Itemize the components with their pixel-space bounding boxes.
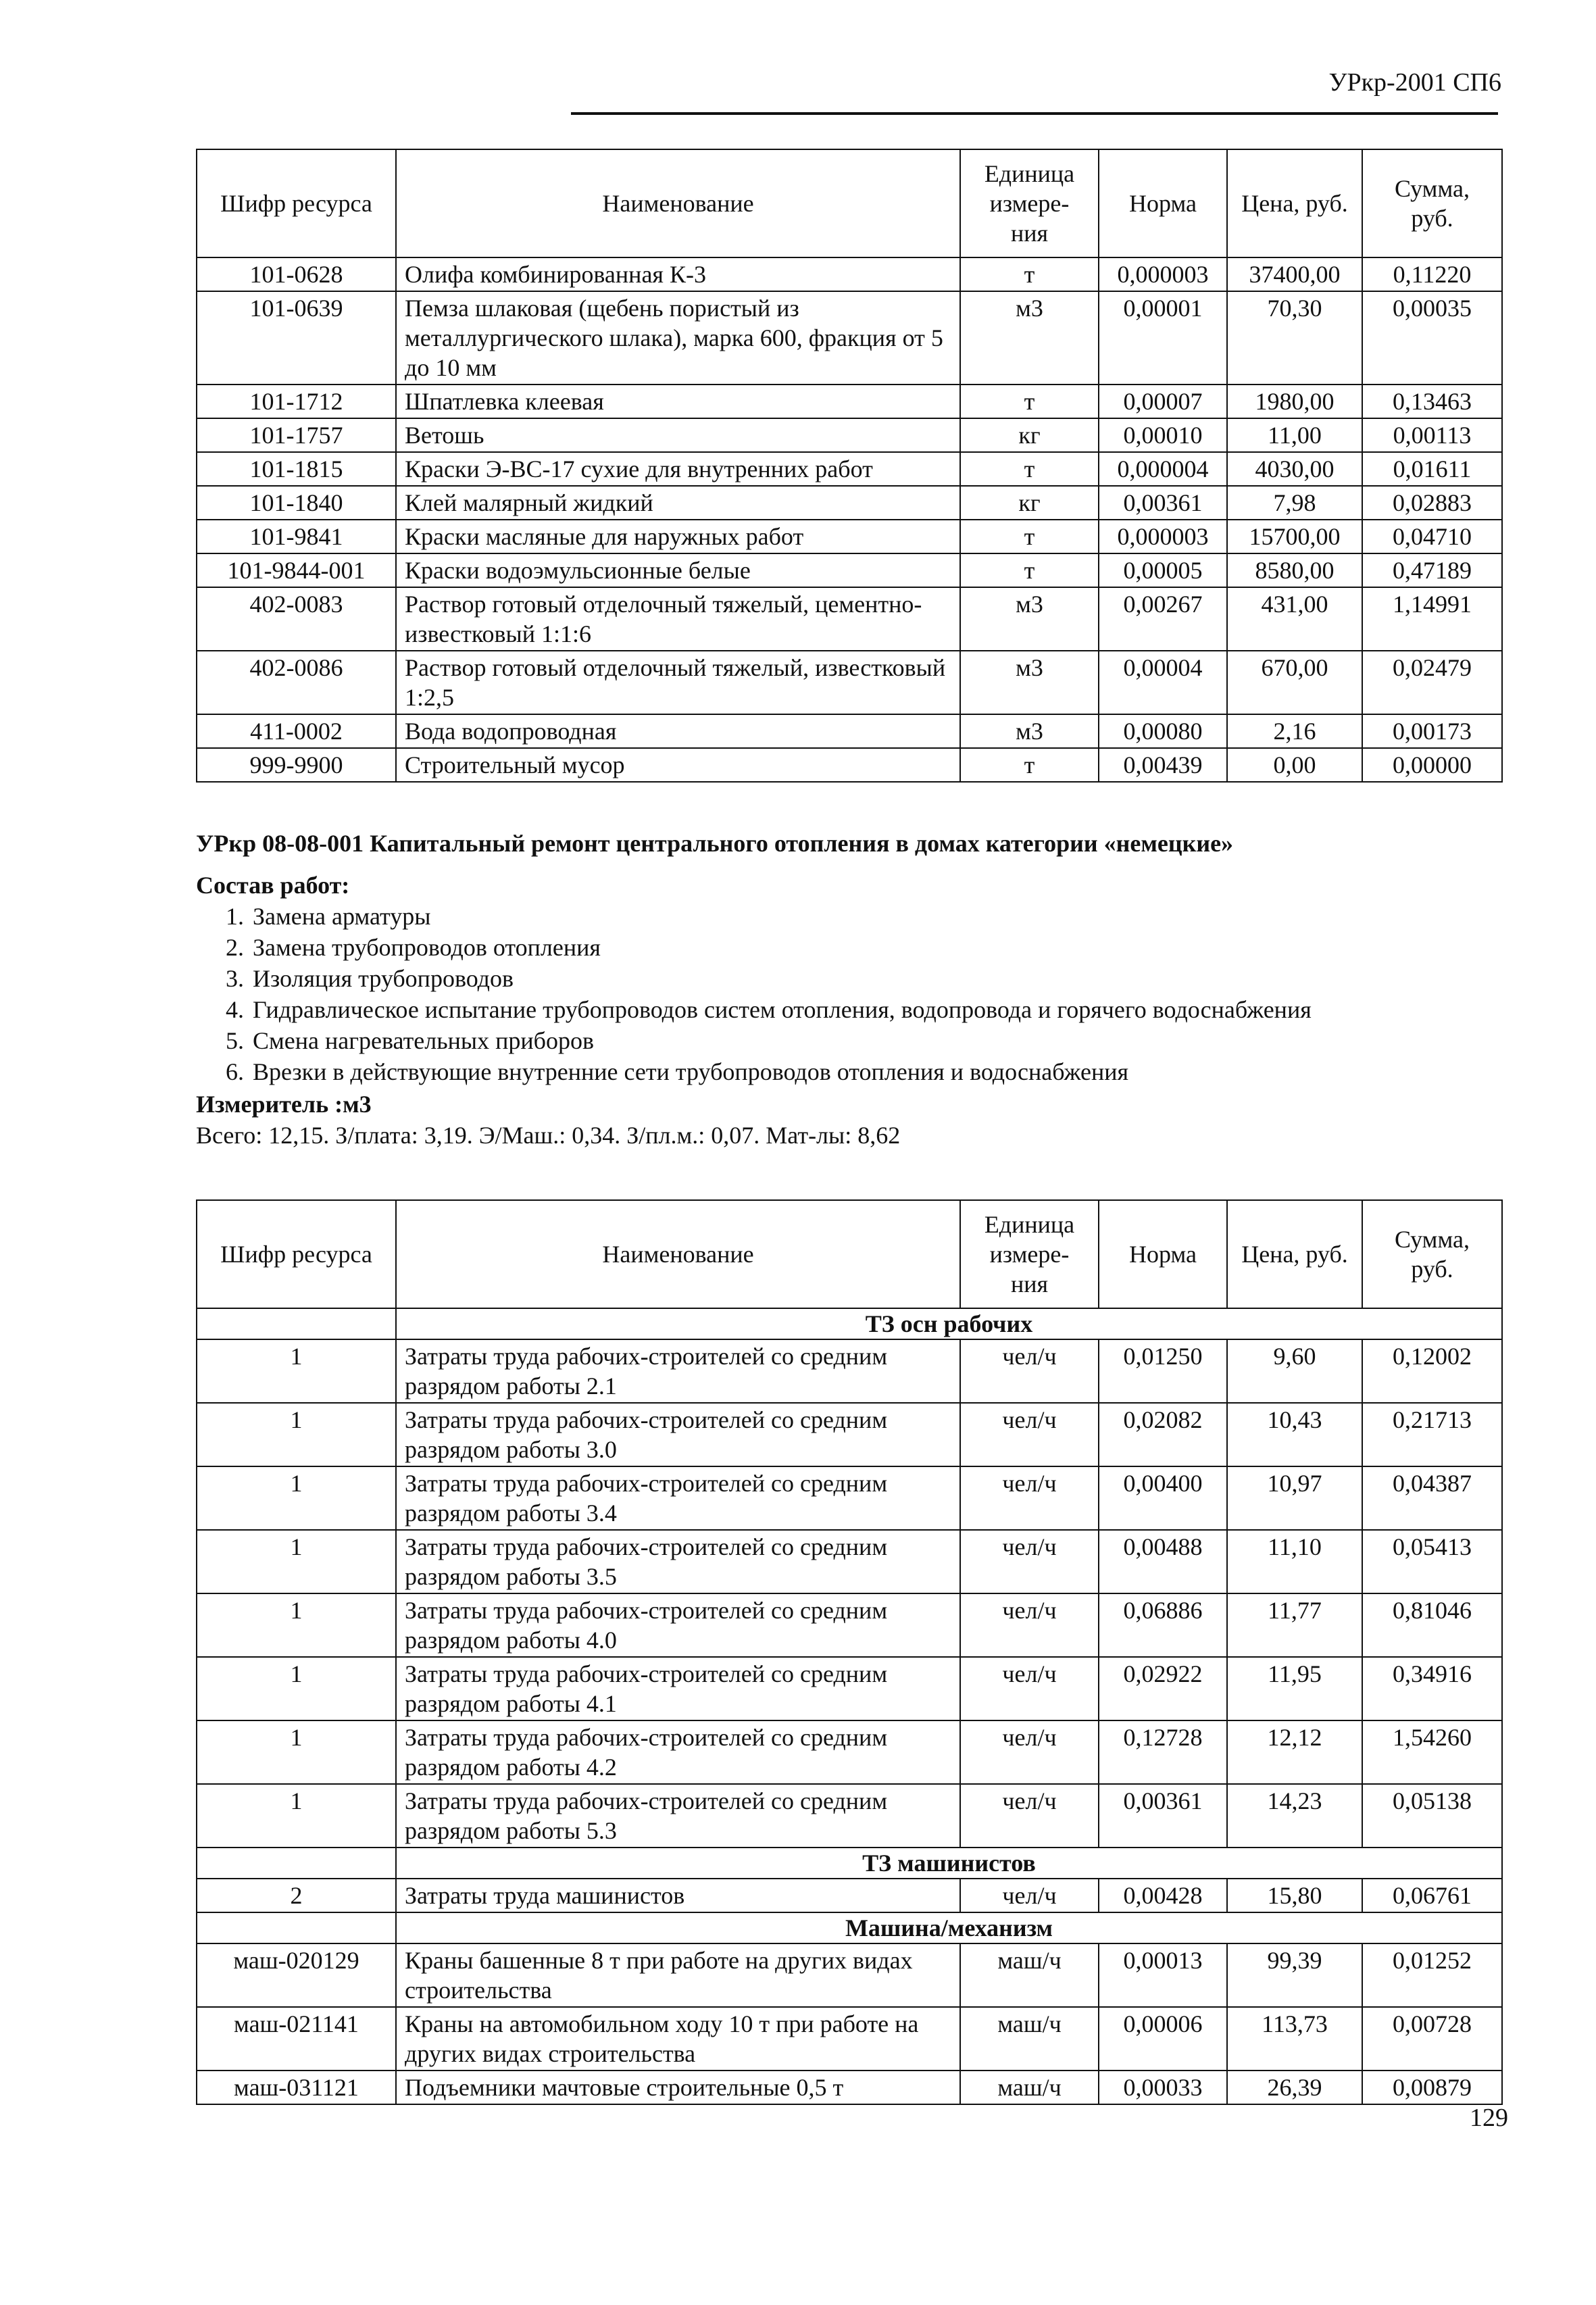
labor-machines-table	[196, 1199, 1503, 2105]
cell-unit: чел/ч	[960, 1403, 1099, 1466]
cell-price: 14,23	[1227, 1784, 1362, 1848]
cell-sum: 0,02883	[1362, 486, 1502, 520]
table-header-row	[197, 1200, 1502, 1308]
cell-norm: 0,00010	[1099, 418, 1227, 452]
cell-unit: т	[960, 257, 1099, 291]
col-header-name: Наименование	[396, 1200, 960, 1308]
cell-norm: 0,00033	[1099, 2071, 1227, 2104]
cell-code: 1	[197, 1530, 396, 1593]
cell-price: 15,80	[1227, 1879, 1362, 1912]
group-header-blank	[197, 1308, 396, 1339]
cell-name: Затраты труда рабочих-строителей со средним разрядом работы 5.3	[396, 1784, 960, 1848]
cell-code: 1	[197, 1339, 396, 1403]
table-row	[197, 486, 1502, 520]
cell-code: 1	[197, 1720, 396, 1784]
work-section	[196, 828, 1514, 1151]
cell-norm: 0,000004	[1099, 452, 1227, 486]
cell-name: Шпатлевка клеевая	[396, 385, 960, 418]
cell-name: Затраты труда рабочих-строителей со средним разрядом работы 2.1	[396, 1339, 960, 1403]
cell-sum: 0,05138	[1362, 1784, 1502, 1848]
cell-sum: 1,54260	[1362, 1720, 1502, 1784]
cell-code: 1	[197, 1593, 396, 1657]
cell-norm: 0,06886	[1099, 1593, 1227, 1657]
table-row	[197, 553, 1502, 587]
cell-name: Вода водопроводная	[396, 714, 960, 748]
table-row	[197, 1530, 1502, 1593]
col-header-sum: Сумма, руб.	[1362, 1200, 1502, 1308]
cell-code: 999-9900	[197, 748, 396, 782]
table-row	[197, 1466, 1502, 1530]
page-number: 129	[1470, 2104, 1508, 2132]
cell-sum: 0,47189	[1362, 553, 1502, 587]
cell-name: Олифа комбинированная К-3	[396, 257, 960, 291]
cell-norm: 0,00400	[1099, 1466, 1227, 1530]
cell-sum: 0,02479	[1362, 651, 1502, 714]
table-row	[197, 257, 1502, 291]
cell-unit: м3	[960, 714, 1099, 748]
cell-sum: 0,00728	[1362, 2007, 1502, 2071]
col-header-sum: Сумма, руб.	[1362, 149, 1502, 257]
cell-price: 37400,00	[1227, 257, 1362, 291]
cell-sum: 0,13463	[1362, 385, 1502, 418]
cell-unit: чел/ч	[960, 1593, 1099, 1657]
cell-sum: 0,04387	[1362, 1466, 1502, 1530]
group-header-blank	[197, 1912, 396, 1943]
works-list-item: 3. Изоляция трубопроводов	[250, 963, 1514, 994]
cell-code: 402-0086	[197, 651, 396, 714]
cell-sum: 0,01611	[1362, 452, 1502, 486]
cell-norm: 0,00428	[1099, 1879, 1227, 1912]
cell-norm: 0,00007	[1099, 385, 1227, 418]
cell-unit: кг	[960, 486, 1099, 520]
cell-price: 11,00	[1227, 418, 1362, 452]
cell-price: 26,39	[1227, 2071, 1362, 2104]
cell-sum: 1,14991	[1362, 587, 1502, 651]
works-list-item: 4. Гидравлическое испытание трубопроводов систем отопления, водопровода и горячего водоснабжения	[250, 994, 1514, 1025]
table-row	[197, 651, 1502, 714]
cell-name: Краски водоэмульсионные белые	[396, 553, 960, 587]
table-row	[197, 1943, 1502, 2007]
cell-name: Подъемники мачтовые строительные 0,5 т	[396, 2071, 960, 2104]
cell-norm: 0,02922	[1099, 1657, 1227, 1720]
group-header-row	[197, 1912, 1502, 1943]
col-header-norm: Норма	[1099, 1200, 1227, 1308]
works-list-item: 2. Замена трубопроводов отопления	[250, 932, 1514, 963]
cell-unit: т	[960, 452, 1099, 486]
cell-norm: 0,00439	[1099, 748, 1227, 782]
table-row	[197, 2007, 1502, 2071]
cell-name: Затраты труда рабочих-строителей со средним разрядом работы 4.2	[396, 1720, 960, 1784]
cell-code: 101-9841	[197, 520, 396, 553]
group-header-row	[197, 1848, 1502, 1879]
cell-unit: чел/ч	[960, 1879, 1099, 1912]
cell-price: 2,16	[1227, 714, 1362, 748]
cell-code: 1	[197, 1657, 396, 1720]
cell-code: маш-020129	[197, 1943, 396, 2007]
table-row	[197, 1339, 1502, 1403]
table-row	[197, 520, 1502, 553]
cell-price: 11,77	[1227, 1593, 1362, 1657]
cell-sum: 0,05413	[1362, 1530, 1502, 1593]
table-row	[197, 1593, 1502, 1657]
col-header-code: Шифр ресурса	[197, 149, 396, 257]
cell-name: Затраты труда машинистов	[396, 1879, 960, 1912]
cell-price: 7,98	[1227, 486, 1362, 520]
col-header-norm: Норма	[1099, 149, 1227, 257]
cell-norm: 0,00267	[1099, 587, 1227, 651]
cell-sum: 0,21713	[1362, 1403, 1502, 1466]
cell-code: 101-0628	[197, 257, 396, 291]
table-header-row	[197, 149, 1502, 257]
cell-name: Затраты труда рабочих-строителей со средним разрядом работы 4.1	[396, 1657, 960, 1720]
cell-price: 113,73	[1227, 2007, 1362, 2071]
cell-name: Краски масляные для наружных работ	[396, 520, 960, 553]
col-header-code: Шифр ресурса	[197, 1200, 396, 1308]
cell-price: 9,60	[1227, 1339, 1362, 1403]
cell-sum: 0,00173	[1362, 714, 1502, 748]
group-header-blank	[197, 1848, 396, 1879]
works-label: Состав работ:	[196, 872, 350, 899]
cell-code: 101-1840	[197, 486, 396, 520]
cell-code: 101-9844-001	[197, 553, 396, 587]
table-row	[197, 2071, 1502, 2104]
cell-unit: т	[960, 385, 1099, 418]
cell-unit: т	[960, 520, 1099, 553]
table-row	[197, 452, 1502, 486]
works-list-item: 1. Замена арматуры	[250, 901, 1514, 932]
table-row	[197, 418, 1502, 452]
works-list-item: 5. Смена нагревательных приборов	[250, 1025, 1514, 1056]
cell-unit: чел/ч	[960, 1530, 1099, 1593]
col-header-price: Цена, руб.	[1227, 149, 1362, 257]
cell-norm: 0,00005	[1099, 553, 1227, 587]
cell-code: 101-1757	[197, 418, 396, 452]
cell-unit: м3	[960, 291, 1099, 385]
cell-norm: 0,00001	[1099, 291, 1227, 385]
cell-code: 1	[197, 1466, 396, 1530]
table-row	[197, 1657, 1502, 1720]
cell-name: Затраты труда рабочих-строителей со средним разрядом работы 3.5	[396, 1530, 960, 1593]
cell-norm: 0,00080	[1099, 714, 1227, 748]
cell-price: 70,30	[1227, 291, 1362, 385]
cell-unit: чел/ч	[960, 1339, 1099, 1403]
cell-price: 12,12	[1227, 1720, 1362, 1784]
cell-price: 4030,00	[1227, 452, 1362, 486]
cell-norm: 0,02082	[1099, 1403, 1227, 1466]
cell-name: Затраты труда рабочих-строителей со средним разрядом работы 4.0	[396, 1593, 960, 1657]
col-header-price: Цена, руб.	[1227, 1200, 1362, 1308]
cell-sum: 0,06761	[1362, 1879, 1502, 1912]
cell-price: 8580,00	[1227, 553, 1362, 587]
document-code: УРкр-2001 СП6	[1328, 68, 1501, 97]
cell-price: 99,39	[1227, 1943, 1362, 2007]
works-list-item: 6. Врезки в действующие внутренние сети трубопроводов отопления и водоснабжения	[250, 1056, 1514, 1087]
cell-code: 411-0002	[197, 714, 396, 748]
cell-name: Клей малярный жидкий	[396, 486, 960, 520]
cell-sum: 0,00879	[1362, 2071, 1502, 2104]
section-title: УРкр 08-08-001 Капитальный ремонт центрального отопления в домах категории «немецкие»	[196, 830, 1234, 857]
cell-sum: 0,12002	[1362, 1339, 1502, 1403]
cell-unit: чел/ч	[960, 1466, 1099, 1530]
col-header-name: Наименование	[396, 149, 960, 257]
cell-unit: м3	[960, 651, 1099, 714]
materials-table	[196, 149, 1503, 783]
cell-unit: чел/ч	[960, 1784, 1099, 1848]
cell-code: 402-0083	[197, 587, 396, 651]
group-header-row	[197, 1308, 1502, 1339]
cell-name: Раствор готовый отделочный тяжелый, известковый 1:2,5	[396, 651, 960, 714]
cell-code: 101-0639	[197, 291, 396, 385]
cell-unit: чел/ч	[960, 1720, 1099, 1784]
col-header-unit: Единица измере- ния	[960, 149, 1099, 257]
cell-name: Затраты труда рабочих-строителей со средним разрядом работы 3.0	[396, 1403, 960, 1466]
cell-sum: 0,04710	[1362, 520, 1502, 553]
table-row	[197, 587, 1502, 651]
cell-code: 2	[197, 1879, 396, 1912]
cell-norm: 0,12728	[1099, 1720, 1227, 1784]
cell-name: Затраты труда рабочих-строителей со средним разрядом работы 3.4	[396, 1466, 960, 1530]
cell-price: 10,43	[1227, 1403, 1362, 1466]
header-rule	[571, 112, 1498, 115]
cell-sum: 0,01252	[1362, 1943, 1502, 2007]
col-header-unit: Единица измере- ния	[960, 1200, 1099, 1308]
cell-code: 101-1712	[197, 385, 396, 418]
table-row	[197, 291, 1502, 385]
table-row	[197, 748, 1502, 782]
cell-sum: 0,00113	[1362, 418, 1502, 452]
cell-unit: т	[960, 553, 1099, 587]
cell-unit: маш/ч	[960, 1943, 1099, 2007]
cell-price: 0,00	[1227, 748, 1362, 782]
cell-name: Краны башенные 8 т при работе на других видах строительства	[396, 1943, 960, 2007]
cell-sum: 0,00000	[1362, 748, 1502, 782]
table-row	[197, 714, 1502, 748]
cell-norm: 0,00004	[1099, 651, 1227, 714]
cell-price: 15700,00	[1227, 520, 1362, 553]
cell-code: 1	[197, 1784, 396, 1848]
cell-unit: маш/ч	[960, 2007, 1099, 2071]
cell-name: Раствор готовый отделочный тяжелый, цементно-известковый 1:1:6	[396, 587, 960, 651]
cell-sum: 0,11220	[1362, 257, 1502, 291]
cell-norm: 0,00361	[1099, 1784, 1227, 1848]
table-row	[197, 1879, 1502, 1912]
cell-price: 431,00	[1227, 587, 1362, 651]
cell-norm: 0,00013	[1099, 1943, 1227, 2007]
cell-code: 101-1815	[197, 452, 396, 486]
cell-unit: маш/ч	[960, 2071, 1099, 2104]
cell-sum: 0,34916	[1362, 1657, 1502, 1720]
cell-name: Краны на автомобильном ходу 10 т при работе на других видах строительства	[396, 2007, 960, 2071]
cell-norm: 0,00488	[1099, 1530, 1227, 1593]
cell-code: 1	[197, 1403, 396, 1466]
cell-norm: 0,00361	[1099, 486, 1227, 520]
group-title: Машина/механизм	[396, 1912, 1502, 1943]
cell-price: 11,10	[1227, 1530, 1362, 1593]
cell-name: Краски Э-ВС-17 сухие для внутренних работ	[396, 452, 960, 486]
cell-price: 670,00	[1227, 651, 1362, 714]
cell-sum: 0,00035	[1362, 291, 1502, 385]
cell-name: Строительный мусор	[396, 748, 960, 782]
table-row	[197, 1403, 1502, 1466]
cell-price: 1980,00	[1227, 385, 1362, 418]
cell-code: маш-021141	[197, 2007, 396, 2071]
cell-norm: 0,01250	[1099, 1339, 1227, 1403]
cell-price: 10,97	[1227, 1466, 1362, 1530]
cell-unit: кг	[960, 418, 1099, 452]
group-title: ТЗ машинистов	[396, 1848, 1502, 1879]
table-row	[197, 385, 1502, 418]
cell-unit: чел/ч	[960, 1657, 1099, 1720]
cell-unit: т	[960, 748, 1099, 782]
table-row	[197, 1720, 1502, 1784]
cell-norm: 0,000003	[1099, 520, 1227, 553]
cell-name: Пемза шлаковая (щебень пористый из металлургического шлака), марка 600, фракция от 5 до 10 мм	[396, 291, 960, 385]
totals-line: Всего: 12,15. З/плата: 3,19. Э/Маш.: 0,34. З/пл.м.: 0,07. Мат-лы: 8,62	[196, 1122, 901, 1149]
works-list	[196, 901, 1514, 1087]
cell-sum: 0,81046	[1362, 1593, 1502, 1657]
group-title: ТЗ осн рабочих	[396, 1308, 1502, 1339]
cell-price: 11,95	[1227, 1657, 1362, 1720]
meter-label: Измеритель :м3	[196, 1091, 372, 1118]
cell-unit: м3	[960, 587, 1099, 651]
table-row	[197, 1784, 1502, 1848]
cell-norm: 0,000003	[1099, 257, 1227, 291]
cell-name: Ветошь	[396, 418, 960, 452]
cell-norm: 0,00006	[1099, 2007, 1227, 2071]
cell-code: маш-031121	[197, 2071, 396, 2104]
